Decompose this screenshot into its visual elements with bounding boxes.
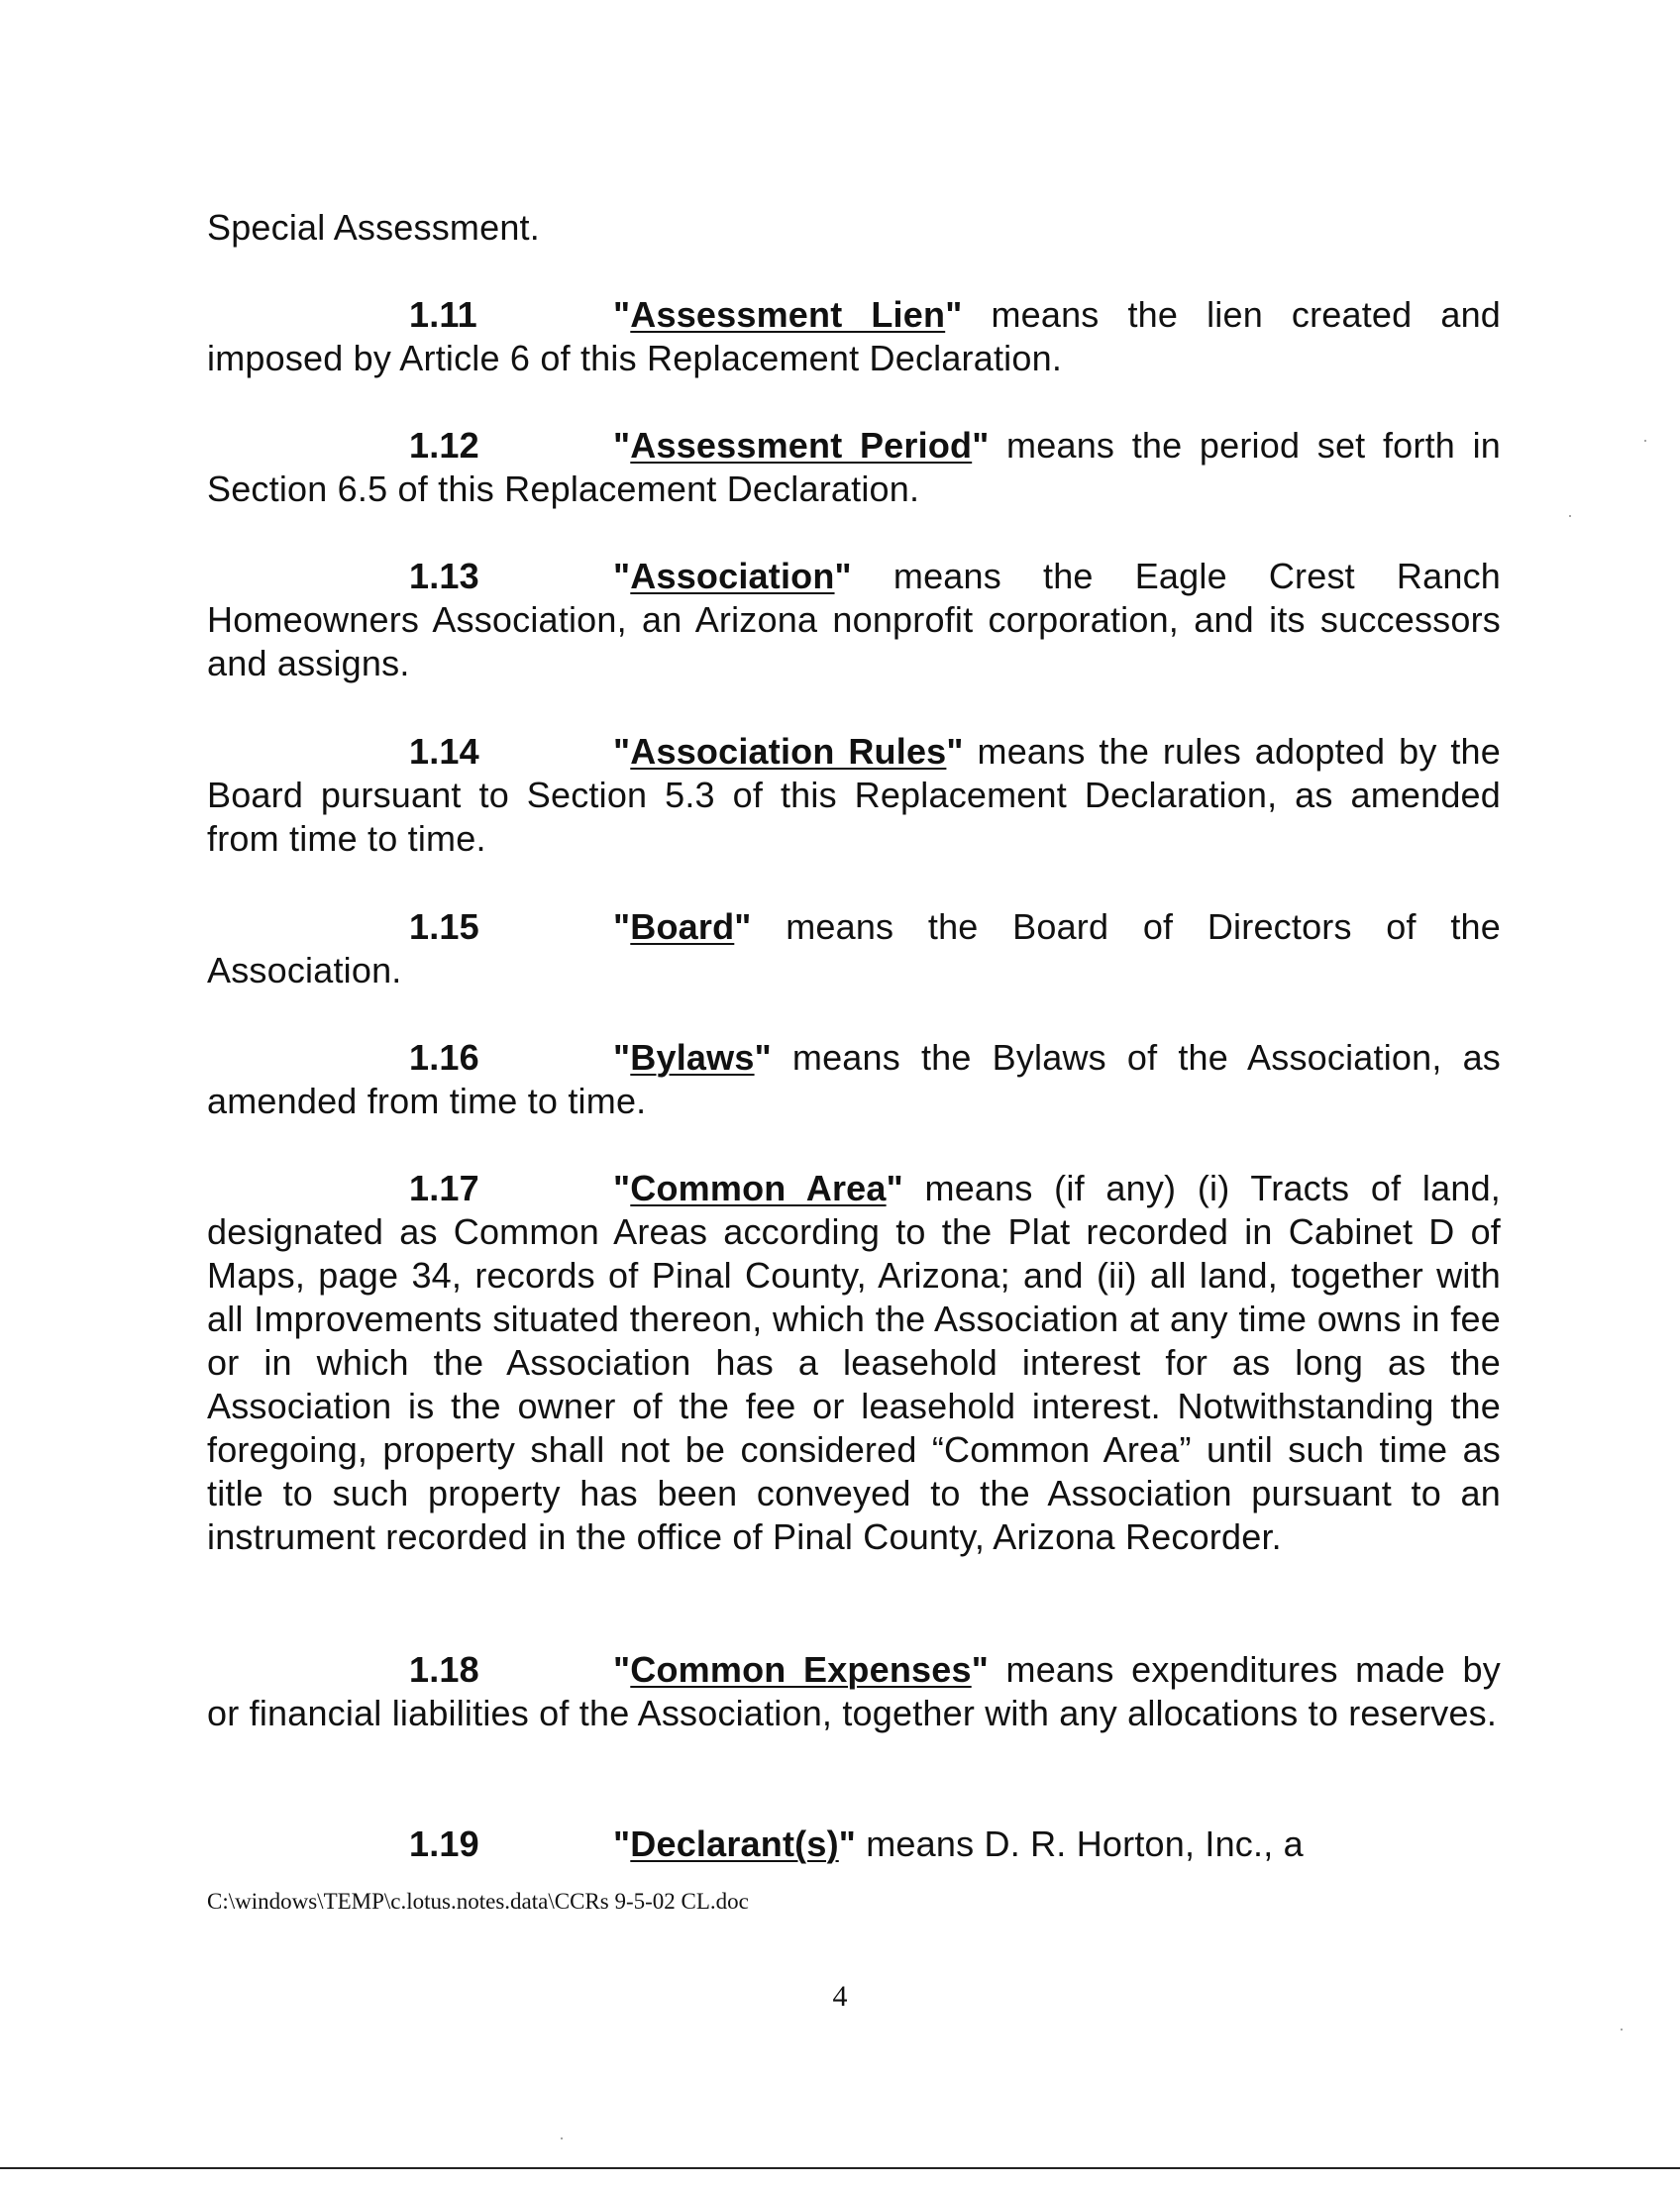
section-number: 1.14	[409, 731, 479, 772]
defined-term: "Declarant(s)"	[613, 1823, 857, 1864]
definition-1-16	[207, 1036, 1501, 1123]
definition-1-14	[207, 730, 1501, 861]
section-number: 1.18	[409, 1649, 479, 1690]
definition-1-18	[207, 1648, 1501, 1735]
definition-text: means the lien created and imposed by Article 6 of this Replacement Declaration.	[207, 294, 1502, 378]
definition-text: means the Eagle Crest Ranch Homeowners Association, an Arizona nonprofit corporation, and its successors and assigns.	[207, 556, 1501, 683]
definition-1-13	[207, 555, 1501, 685]
defined-term: "Common Area"	[613, 1168, 903, 1208]
scan-speck	[1644, 440, 1646, 442]
defined-term: "Common Expenses"	[613, 1649, 989, 1690]
section-number: 1.16	[409, 1037, 479, 1078]
section-number: 1.15	[409, 906, 479, 947]
defined-term: "Assessment Lien"	[613, 294, 963, 335]
definition-1-11	[207, 293, 1501, 380]
definition-1-17	[207, 1167, 1501, 1559]
defined-term: "Bylaws"	[613, 1037, 772, 1078]
bottom-scan-border	[0, 2167, 1680, 2169]
definition-text: means the Bylaws of the Association, as amended from time to time.	[207, 1037, 1501, 1121]
defined-term: "Assessment Period"	[613, 425, 990, 466]
section-number: 1.12	[409, 425, 479, 466]
definition-text: means expenditures made by or financial liabilities of the Association, together with any allocations to reserves.	[207, 1649, 1501, 1733]
defined-term: "Board"	[613, 906, 752, 947]
scan-speck	[561, 2137, 563, 2139]
section-number: 1.19	[409, 1823, 479, 1864]
defined-term: "Association Rules"	[613, 731, 964, 772]
intro-paragraph: Special Assessment.	[207, 207, 540, 248]
scan-speck	[1569, 515, 1571, 517]
section-number: 1.13	[409, 556, 479, 596]
definition-1-12	[207, 424, 1501, 511]
section-number: 1.17	[409, 1168, 479, 1208]
section-number: 1.11	[409, 294, 477, 335]
definition-text: means the Board of Directors of the Association.	[207, 906, 1501, 990]
definition-text: means the period set forth in Section 6.5 of this Replacement Declaration.	[207, 425, 1501, 509]
definition-1-15	[207, 905, 1501, 992]
page-number: 4	[832, 1980, 848, 2013]
definition-text: means the rules adopted by the Board pursuant to Section 5.3 of this Replacement Declaration, as amended from time to time.	[207, 731, 1502, 859]
definition-1-19	[207, 1822, 1501, 1866]
footer-file-path: C:\windows\TEMP\c.lotus.notes.data\CCRs 9-5-02 CL.doc	[207, 1889, 749, 1914]
scan-speck	[1621, 2029, 1623, 2031]
definition-text: means D. R. Horton, Inc., a	[856, 1823, 1304, 1864]
defined-term: "Association"	[613, 556, 852, 596]
definition-text: means (if any) (i) Tracts of land, designated as Common Areas according to the Plat recorded in Cabinet D of Maps, page 34, records of Pinal County, Arizona; and (ii) all land, together with all Improvements situated thereon, which the Association at any time owns in fee or in which the Association has a leasehold interest for as long as the Association is the owner of the fee or leasehold interest. Notwithstanding the foregoing, property shall not be considered “Common Area” until such time as title to such property has been conveyed to the Association pursuant to an instrument recorded in the office of Pinal County, Arizona Recorder.	[207, 1168, 1501, 1557]
